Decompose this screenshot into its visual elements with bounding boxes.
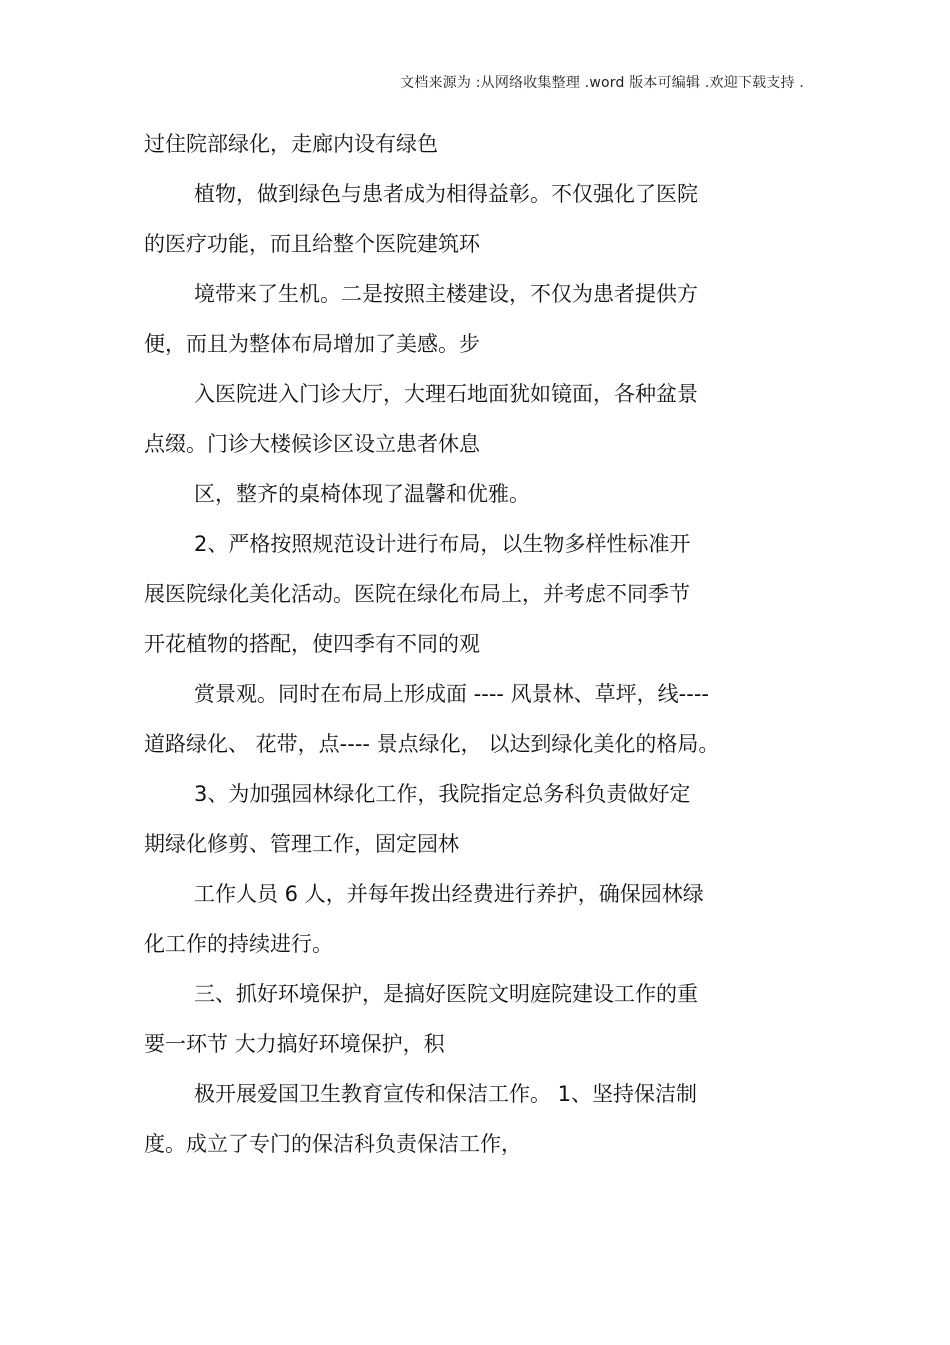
body-line-19: 要一环节 大力搞好环境保护，积 xyxy=(144,1032,445,1056)
body-line-12: 赏景观。同时在布局上形成面 ---- 风景林、草坪，线---- xyxy=(194,682,709,706)
body-line-9: 2、严格按照规范设计进行布局，以生物多样性标准开 xyxy=(194,532,691,556)
body-line-14: 3、为加强园林绿化工作，我院指定总务科负责做好定 xyxy=(194,782,691,806)
body-line-15: 期绿化修剪、管理工作，固定园林 xyxy=(144,832,459,856)
body-line-4: 境带来了生机。二是按照主楼建设，不仅为患者提供方 xyxy=(194,282,698,306)
body-line-16: 工作人员 6 人，并每年拨出经费进行养护，确保园林绿 xyxy=(194,882,704,906)
body-line-21: 度。成立了专门的保洁科负责保洁工作， xyxy=(144,1132,522,1156)
body-line-7: 点缀。门诊大楼候诊区设立患者休息 xyxy=(144,432,480,456)
body-line-5: 便，而且为整体布局增加了美感。步 xyxy=(144,332,480,356)
body-line-13: 道路绿化、 花带，点---- 景点绿化， 以达到绿化美化的格局。 xyxy=(144,732,720,756)
body-line-3: 的医疗功能，而且给整个医院建筑环 xyxy=(144,232,480,256)
body-line-2: 植物，做到绿色与患者成为相得益彰。不仅强化了医院 xyxy=(194,182,698,206)
source-note: 文档来源为 :从网络收集整理 .word 版本可编辑 .欢迎下载支持 . xyxy=(400,75,804,91)
body-line-6: 入医院进入门诊大厅，大理石地面犹如镜面，各种盆景 xyxy=(194,382,698,406)
body-line-20: 极开展爱国卫生教育宣传和保洁工作。 1、坚持保洁制 xyxy=(194,1082,698,1106)
body-line-8: 区，整齐的桌椅体现了温馨和优雅。 xyxy=(194,482,530,506)
body-line-1: 过住院部绿化，走廊内设有绿色 xyxy=(144,132,438,156)
body-line-10: 展医院绿化美化活动。医院在绿化布局上，并考虑不同季节 xyxy=(144,582,690,606)
body-line-18: 三、抓好环境保护，是搞好医院文明庭院建设工作的重 xyxy=(194,982,698,1006)
body-line-17: 化工作的持续进行。 xyxy=(144,932,333,956)
body-line-11: 开花植物的搭配，使四季有不同的观 xyxy=(144,632,480,656)
